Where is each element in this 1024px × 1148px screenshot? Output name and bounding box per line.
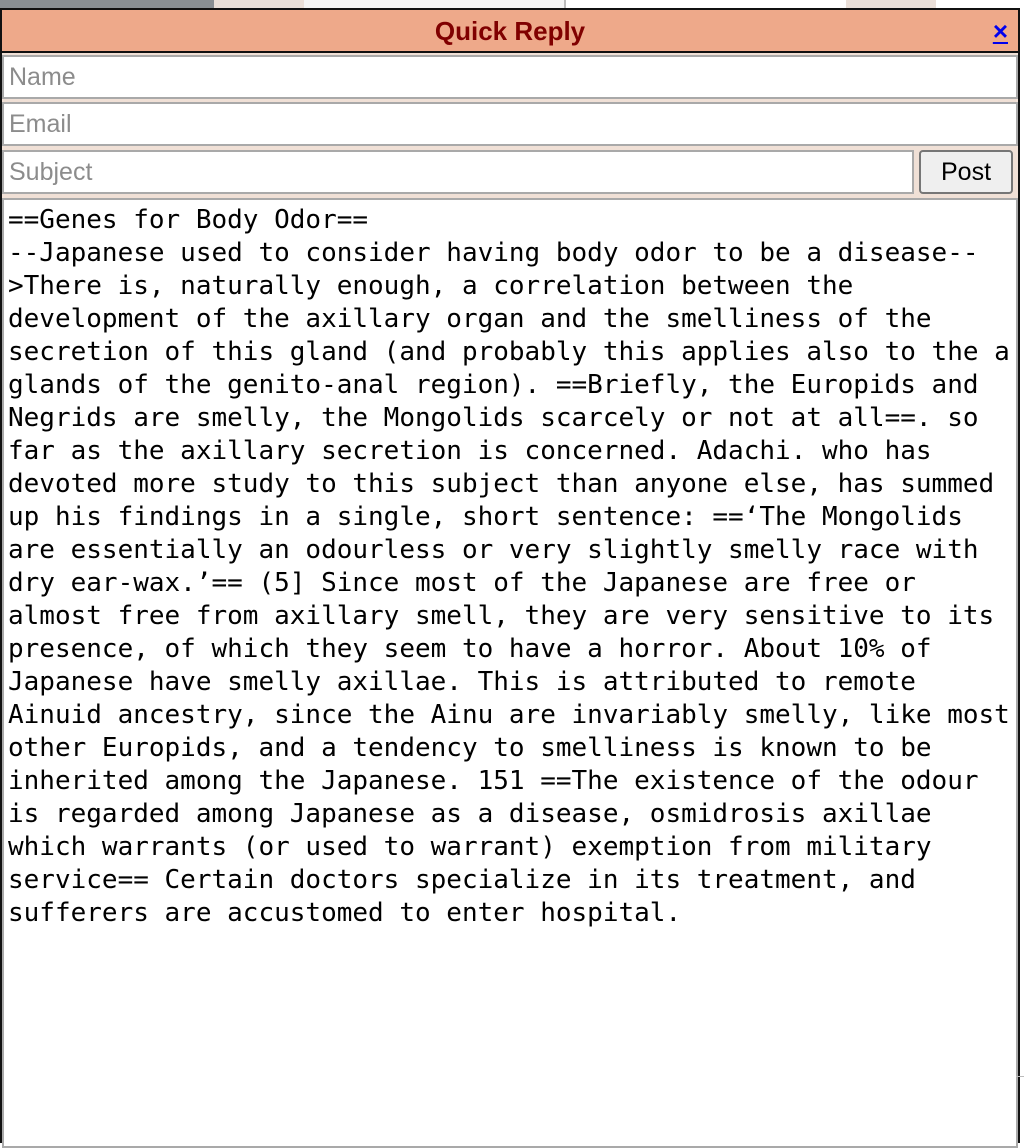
page-scrollbar-edge (1016, 1076, 1024, 1077)
quick-reply-window (0, 8, 1020, 1143)
email-input[interactable] (2, 102, 1018, 146)
name-input[interactable] (2, 55, 1018, 99)
subject-input[interactable] (2, 150, 914, 194)
quick-reply-header[interactable] (2, 10, 1018, 53)
quick-reply-title: Quick Reply (434, 16, 586, 46)
comment-textarea[interactable] (2, 198, 1018, 1148)
post-button[interactable]: Post (919, 150, 1013, 194)
close-icon[interactable]: × (992, 16, 1008, 46)
